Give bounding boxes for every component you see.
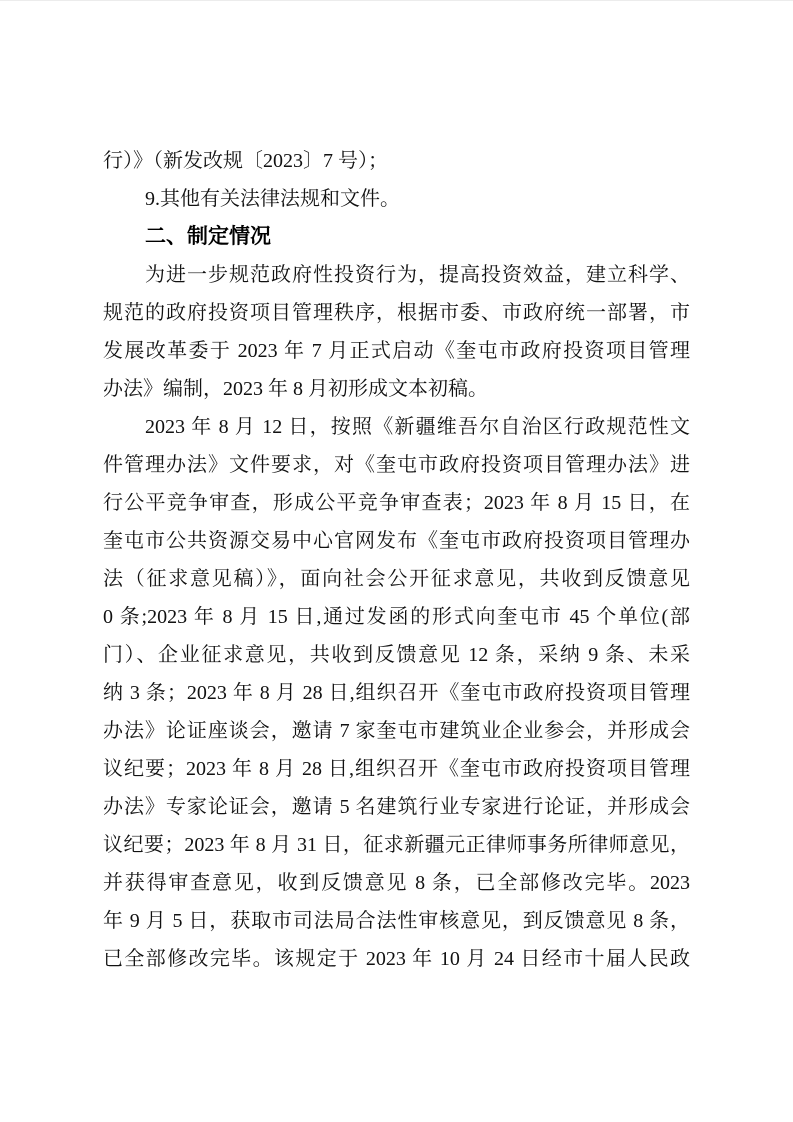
text-line: 行公平竞争审查，形成公平竞争审查表；2023 年 8 月 15 日，在 (103, 492, 690, 514)
text-line: 法（征求意见稿）》，面向社会公开征求意见，共收到反馈意见 (103, 568, 690, 590)
text-line: 0 条;2023 年 8 月 15 日,通过发函的形式向奎屯市 45 个单位(部 (103, 606, 690, 628)
text-line: 规范的政府投资项目管理秩序，根据市委、市政府统一部署，市 (103, 302, 690, 324)
text-line: 行）》（新发改规〔2023〕7 号）； (103, 150, 388, 172)
text-line: 并获得审查意见，收到反馈意见 8 条，已全部修改完毕。2023 (103, 872, 690, 894)
text-line: 纳 3 条；2023 年 8 月 28 日,组织召开《奎屯市政府投资项目管理 (103, 682, 690, 704)
text-line: 9.其他有关法律法规和文件。 (145, 188, 400, 210)
text-line: 办法》论证座谈会，邀请 7 家奎屯市建筑业企业参会，并形成会 (103, 720, 690, 742)
text-line: 议纪要；2023 年 8 月 28 日,组织召开《奎屯市政府投资项目管理 (103, 758, 690, 780)
section-heading: 二、制定情况 (145, 225, 271, 248)
text-line: 发展改革委于 2023 年 7 月正式启动《奎屯市政府投资项目管理 (103, 340, 690, 362)
text-line: 2023 年 8 月 12 日，按照《新疆维吾尔自治区行政规范性文 (145, 416, 690, 438)
text-line: 门）、企业征求意见，共收到反馈意见 12 条，采纳 9 条、未采 (103, 644, 690, 666)
document-body (103, 142, 690, 978)
text-line: 议纪要；2023 年 8 月 31 日，征求新疆元正律师事务所律师意见， (103, 834, 690, 856)
text-line: 奎屯市公共资源交易中心官网发布《奎屯市政府投资项目管理办 (103, 530, 690, 552)
text-line: 办法》专家论证会，邀请 5 名建筑行业专家进行论证，并形成会 (103, 796, 690, 818)
text-line: 已全部修改完毕。该规定于 2023 年 10 月 24 日经市十届人民政 (103, 948, 690, 970)
text-line: 办法》编制，2023 年 8 月初形成文本初稿。 (103, 378, 488, 400)
text-line: 年 9 月 5 日，获取市司法局合法性审核意见，到反馈意见 8 条， (103, 910, 690, 932)
text-line: 为进一步规范政府性投资行为，提高投资效益，建立科学、 (145, 264, 690, 286)
text-line: 件管理办法》文件要求，对《奎屯市政府投资项目管理办法》进 (103, 454, 690, 476)
